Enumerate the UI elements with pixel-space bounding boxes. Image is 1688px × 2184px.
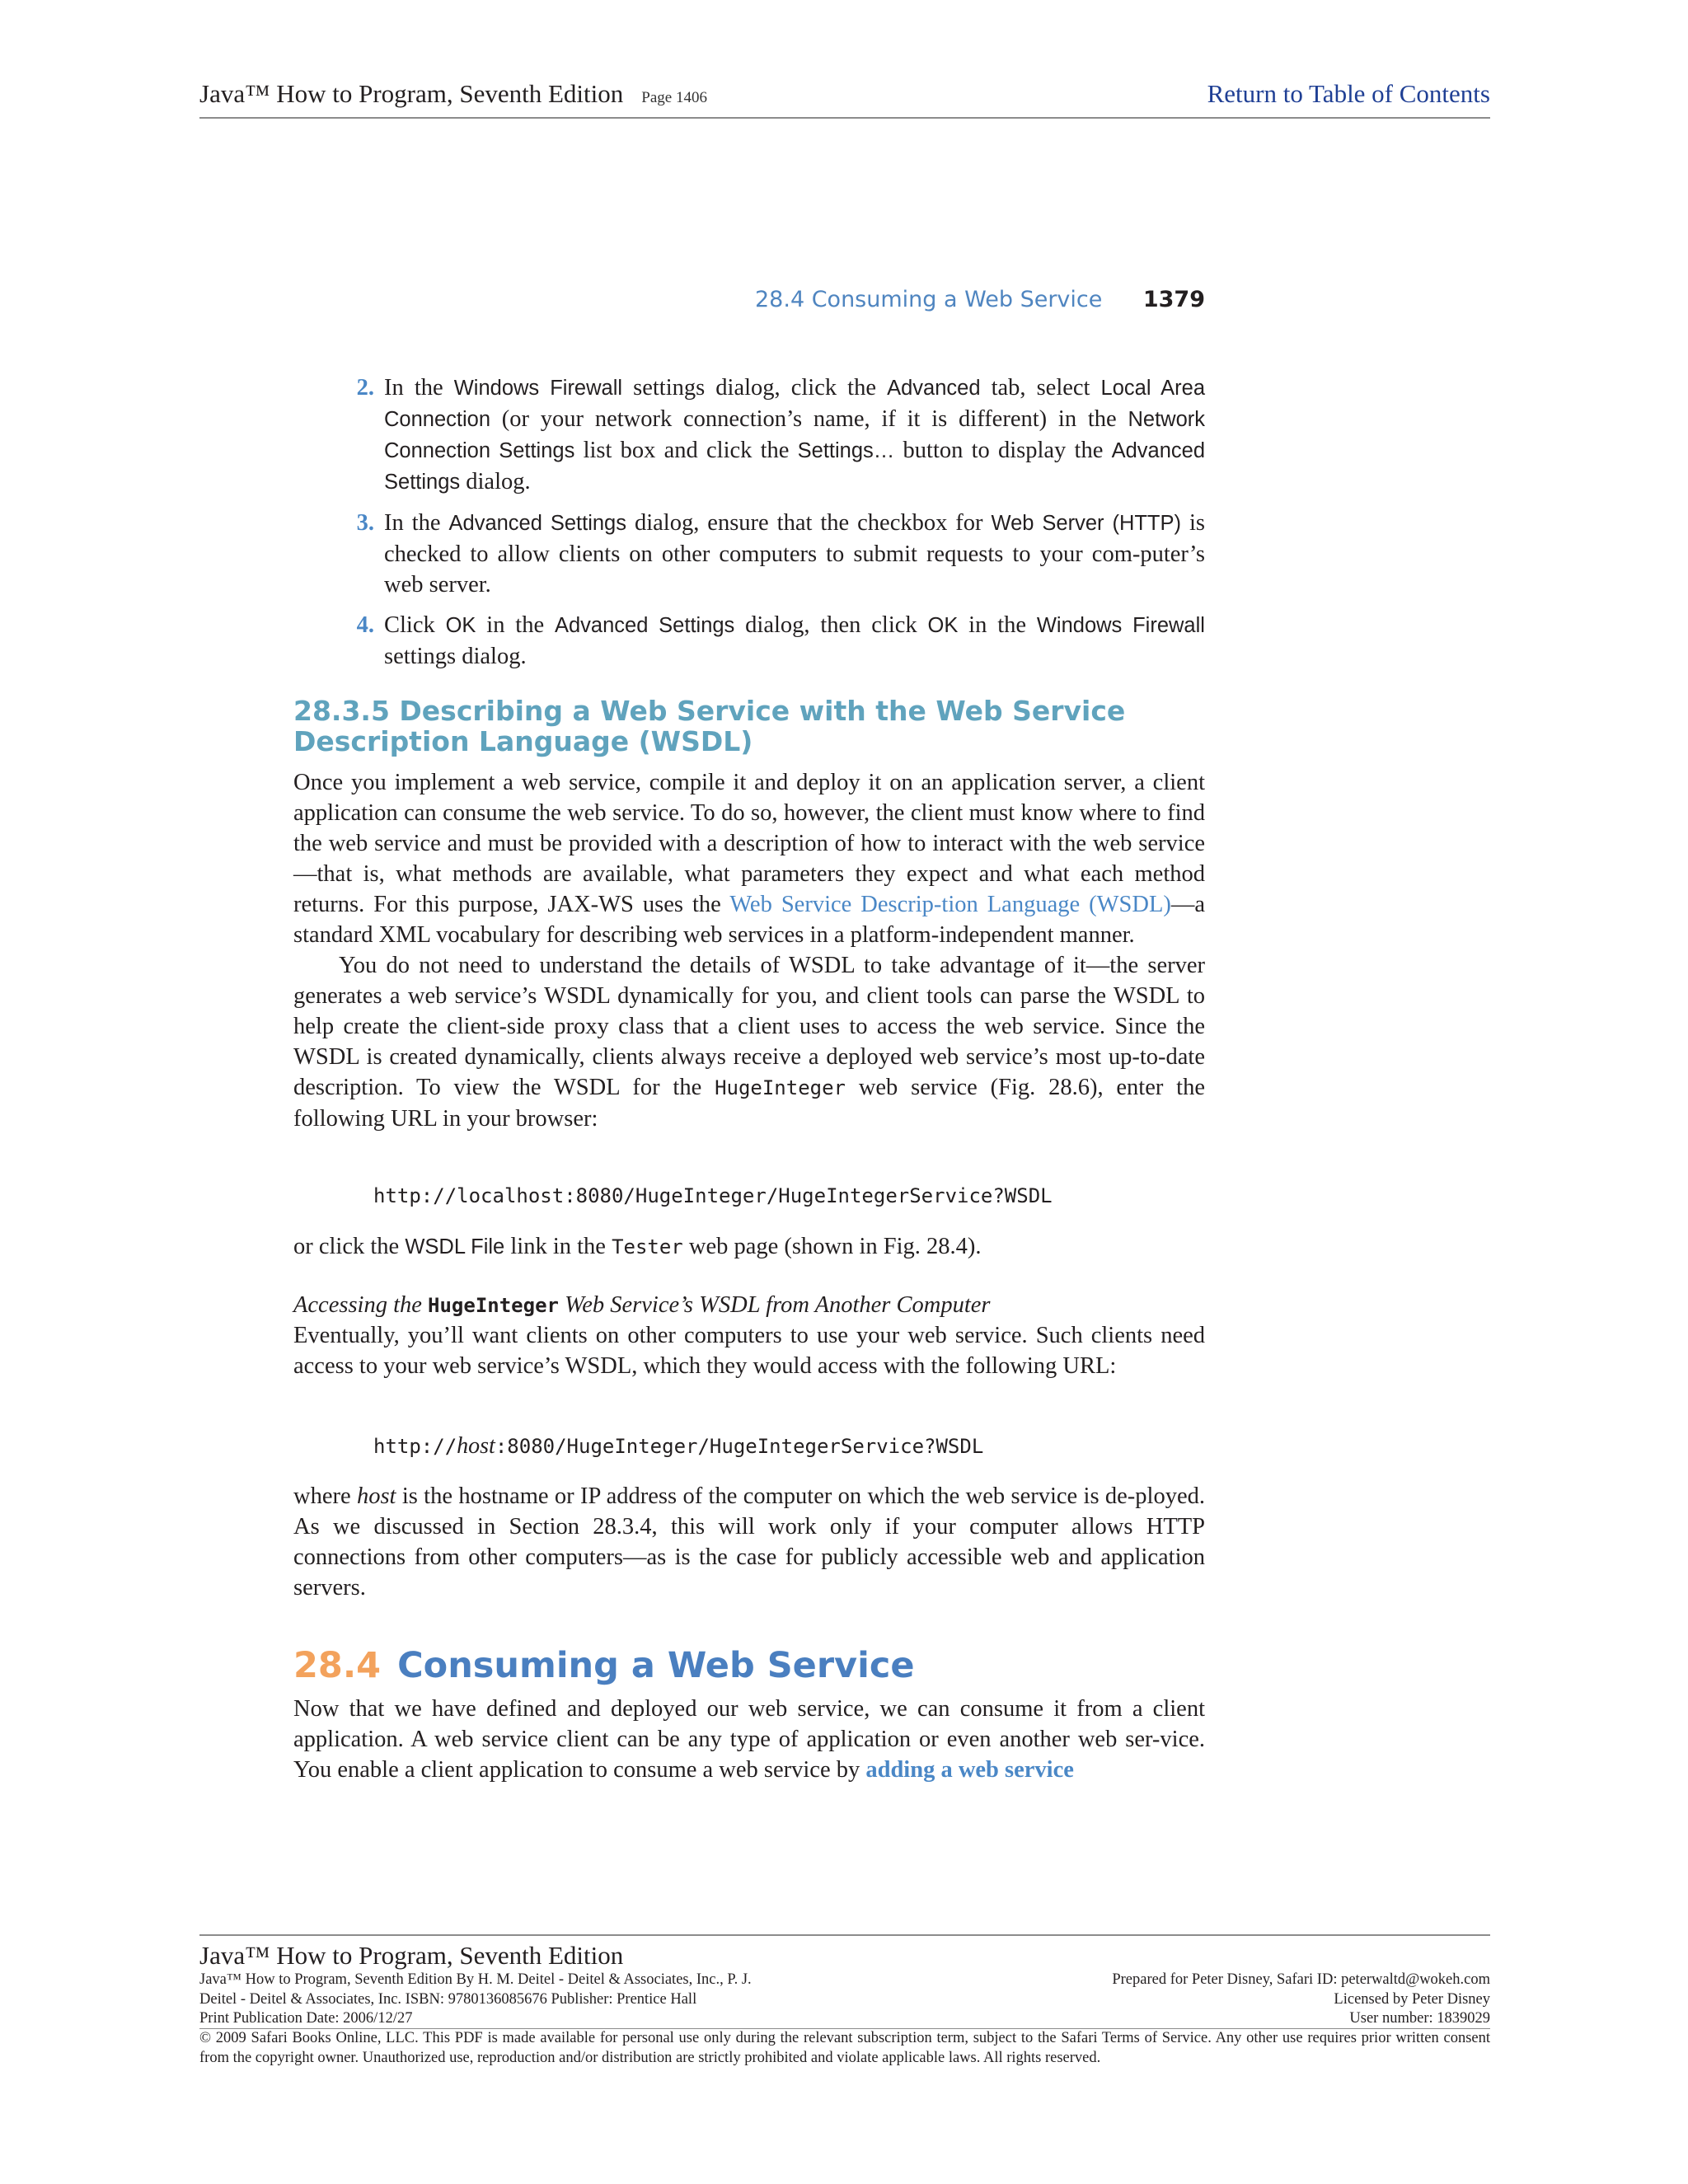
- step-text: In the Advanced Settings dialog, ensure that the checkbox for Web Server (HTTP) is checked to allow clients on other computers to submit requests to your com-puter’s web server.: [384, 510, 1205, 598]
- paragraph: Eventually, you’ll want clients on other computers to use your web service. Such clients need access to your web service’s WSDL, which they would access with the following URL:: [293, 1323, 1205, 1379]
- key-term: Web Service Descrip-tion Language (WSDL): [729, 892, 1171, 917]
- ui-label: WSDL File: [405, 1235, 505, 1258]
- footer-publication-info: Java™ How to Program, Seventh Edition By H. M. Deitel - Deitel & Associates, Inc., P. J. Deitel - Deitel & Associates, Inc. ISBN: 9780136085676 Publisher: Prentice Hall Print Publication Date: 2006/12/27: [199, 1971, 752, 2027]
- numbered-steps: [293, 373, 1205, 682]
- step-text: In the Windows Firewall settings dialog, click the Advanced tab, select Local Area Connection (or your network connection’s name, if it is different) in the Network Connection Settings list box and click the Settings… button to display the Advanced Settings dialog.: [384, 375, 1206, 494]
- running-head: [755, 287, 1205, 320]
- paragraph: Once you implement a web service, compile it and deploy it on an application server, a client application can consume the web service. To do so, however, the client must know where to find the web service and must be provided with a description of how to interact with the web service—that is, what methods are available, what parameters they expect and what each method returns. For this purpose, JAX-WS uses the Web Service Descrip-tion Language (WSDL)—a standard XML vocabulary for describing web services in a platform-independent manner.: [293, 770, 1205, 948]
- step-2: [293, 373, 1205, 498]
- step-number: 3.: [356, 510, 374, 536]
- placeholder-host: host: [356, 1483, 396, 1509]
- header-page-label: Page 1406: [641, 89, 707, 106]
- page-footer: [199, 1934, 1490, 2066]
- step-text: Click OK in the Advanced Settings dialog, then click OK in the Windows Firewall settings dialog.: [384, 612, 1205, 669]
- page-header: [199, 76, 1490, 119]
- paragraph: Now that we have defined and deployed our web service, we can consume it from a client application. A web service client can be any type of application or even another web ser-vice. You enable a client application to consume a web service by adding a web service: [293, 1696, 1205, 1783]
- code-url-localhost: http://localhost:8080/HugeInteger/HugeIntegerService?WSDL: [373, 1184, 1053, 1207]
- code-url-remote-host: http://host:8080/HugeInteger/HugeIntegerService?WSDL: [373, 1433, 984, 1459]
- inline-code: HugeInteger: [715, 1076, 846, 1099]
- placeholder-host: host: [457, 1433, 495, 1459]
- header-book-title: [199, 79, 707, 109]
- step-3: [293, 508, 1205, 600]
- section-number: 28.4: [293, 1645, 382, 1686]
- header-title-text: Java™ How to Program, Seventh Edition: [199, 79, 624, 108]
- section-title: Consuming a Web Service: [397, 1645, 915, 1686]
- inline-code: Tester: [612, 1235, 683, 1258]
- footer-license-info: Prepared for Peter Disney, Safari ID: peterwaltd@wokeh.com Licensed by Peter Disney User number: 1839029: [1112, 1971, 1490, 2027]
- section-28-3-5-body: [293, 767, 1205, 1134]
- step-number: 4.: [356, 612, 374, 638]
- running-head-page-number: 1379: [1142, 287, 1205, 312]
- running-head-section: 28.4 Consuming a Web Service: [755, 287, 1103, 312]
- return-to-toc-link[interactable]: Return to Table of Contents: [1207, 79, 1490, 108]
- footer-copyright: © 2009 Safari Books Online, LLC. This PDF is made available for personal use only during the relevant subscription term, subject to the Safari Terms of Service. Any other use requires prior written consent from the copyright owner. Unauthorized use, reproduction and/or distribution are strictly prohibited and violate applicable laws. All rights reserved.: [199, 2030, 1490, 2066]
- subsection-heading-remote-access: Accessing the HugeInteger Web Service’s WSDL from Another Computer: [293, 1292, 991, 1318]
- step-4: [293, 610, 1205, 672]
- inline-code: HugeInteger: [428, 1294, 559, 1317]
- section-heading-28-3-5: 28.3.5 Describing a Web Service with the Web Service Description Language (WSDL): [293, 695, 1126, 757]
- section-heading-28-4: [293, 1645, 914, 1686]
- paragraph: or click the WSDL File link in the Tester web page (shown in Fig. 28.4).: [293, 1234, 982, 1259]
- section-28-4-body: [293, 1694, 1205, 1785]
- paragraph: where host is the hostname or IP address of the computer on which the web service is de-ployed. As we discussed in Section 28.3.4, this will work only if your computer allows HTTP connections from other computers—as is the case for publicly accessible web and application servers.: [293, 1483, 1205, 1601]
- footer-book-title: Java™ How to Program, Seventh Edition: [199, 1941, 624, 1970]
- step-number: 2.: [356, 375, 374, 401]
- paragraph: You do not need to understand the details of WSDL to take advantage of it—the server generates a web service’s WSDL dynamically for you, and client tools can parse the WSDL to help create the client-side proxy class that a client uses to access the web service. Since the WSDL is created dynamically, clients always receive a deployed web service’s most up-to-date description. To view the WSDL for the HugeInteger web service (Fig. 28.6), enter the following URL in your browser:: [293, 953, 1205, 1132]
- key-term: adding a web service: [865, 1757, 1074, 1783]
